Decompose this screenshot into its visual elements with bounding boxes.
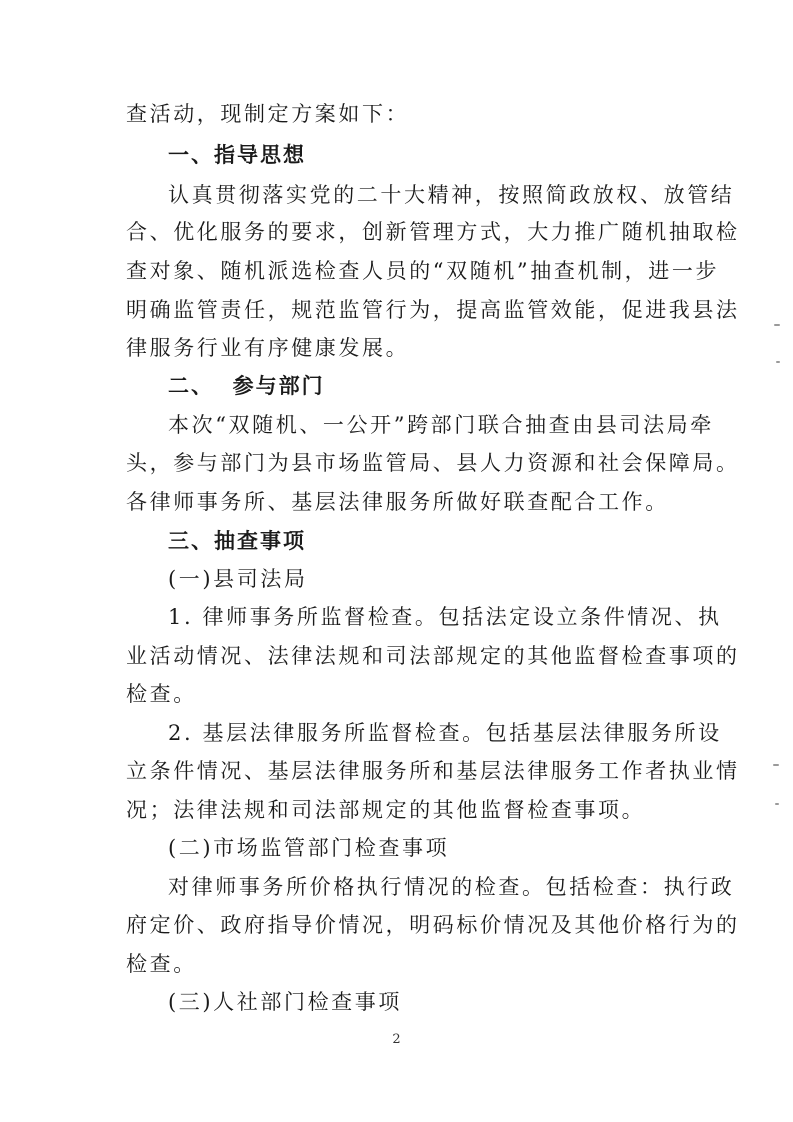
text-line: 府定价、政府指导价情况，明码标价情况及其他价格行为的 bbox=[126, 913, 740, 937]
scan-mark bbox=[773, 764, 779, 766]
text-line: 检查。 bbox=[126, 682, 197, 706]
scan-mark bbox=[775, 803, 779, 805]
text-line: 各律师事务所、基层法律服务所做好联查配合工作。 bbox=[126, 490, 669, 514]
text-line: 律服务行业有序健康发展。 bbox=[126, 336, 410, 360]
text-line: 况；法律法规和司法部规定的其他监督检查事项。 bbox=[126, 798, 646, 822]
page-number: 2 bbox=[392, 1032, 401, 1047]
subsection-heading: (一)县司法局 bbox=[168, 567, 308, 591]
text-line: 合、优化服务的要求，创新管理方式，大力推广随机抽取检 bbox=[126, 220, 740, 244]
scan-mark bbox=[776, 361, 780, 363]
text-line: 对律师事务所价格执行情况的检查。包括检查：执行政 bbox=[168, 875, 735, 899]
text-line: 业活动情况、法律法规和司法部规定的其他监督检查事项的 bbox=[126, 644, 740, 668]
text-line: 查活动，现制定方案如下： bbox=[126, 102, 410, 126]
section-heading: 一、指导思想 bbox=[168, 143, 306, 167]
section-heading: 三、抽查事项 bbox=[168, 529, 306, 553]
text-line: 头，参与部门为县市场监管局、县人力资源和社会保障局。 bbox=[126, 451, 740, 475]
text-line: 本次“双随机、一公开”跨部门联合抽查由县司法局牵 bbox=[168, 413, 714, 437]
text-line: 检查。 bbox=[126, 952, 197, 976]
text-line: 查对象、随机派选检查人员的“双随机”抽查机制，进一步 bbox=[126, 259, 720, 283]
text-line: 1. 律师事务所监督检查。包括法定设立条件情况、执 bbox=[168, 605, 722, 629]
text-line: 2. 基层法律服务所监督检查。包括基层法律服务所设 bbox=[168, 721, 722, 745]
subsection-heading: (二)市场监管部门检查事项 bbox=[168, 836, 450, 860]
text-line: 明确监管责任，规范监管行为，提高监管效能，促进我县法 bbox=[126, 298, 740, 322]
section-heading: 二、 参与部门 bbox=[168, 374, 325, 398]
subsection-heading: (三)人社部门检查事项 bbox=[168, 990, 402, 1014]
text-line: 立条件情况、基层法律服务所和基层法律服务工作者执业情 bbox=[126, 759, 740, 783]
text-line: 认真贯彻落实党的二十大精神，按照简政放权、放管结 bbox=[168, 183, 735, 207]
scan-mark bbox=[774, 324, 780, 326]
